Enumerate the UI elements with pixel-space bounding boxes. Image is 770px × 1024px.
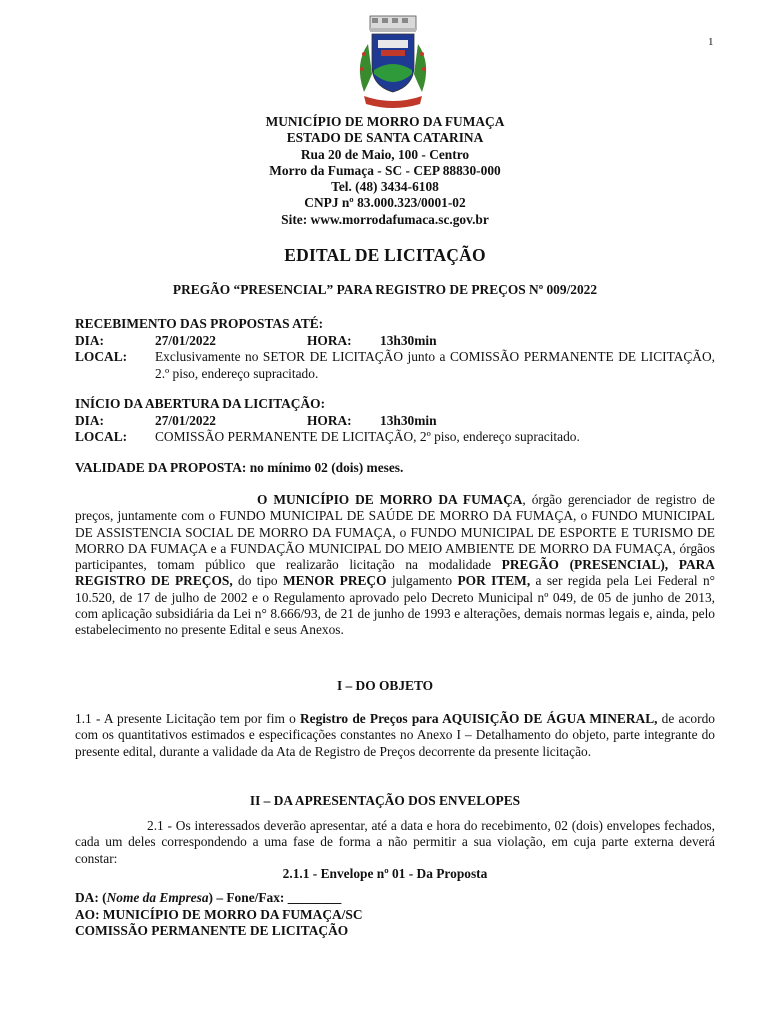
header-line: Morro da Fumaça - SC - CEP 88830-000 <box>269 162 501 178</box>
document-subtitle: PREGÃO “PRESENCIAL” PARA REGISTRO DE PREÇOS Nº 009/2022 <box>172 282 598 297</box>
intro-municipio: O MUNICÍPIO DE MORRO DA FUMAÇA <box>257 492 523 507</box>
intro-paragraph <box>75 492 715 639</box>
hora-value: 13h30min <box>380 332 437 348</box>
envelope-heading: 2.1.1 - Envelope nº 01 - Da Proposta <box>282 866 488 881</box>
recebimento-heading: RECEBIMENTO DAS PROPOSTAS ATÉ: <box>75 316 324 331</box>
section-1-heading: I – DO OBJETO <box>336 678 434 693</box>
section-2-heading: II – DA APRESENTAÇÃO DOS ENVELOPES <box>249 793 521 808</box>
intro-text: do tipo <box>232 573 283 589</box>
local-value: COMISSÃO PERMANENTE DE LICITAÇÃO, 2º piso, endereço supracitado. <box>155 429 580 444</box>
intro-text: a ser regida pela Lei Federal n° 10.520, de 17 de julho de 2002 e o Regulamento aprovado pelo Decreto Municipal nº 049, de 05 de junho de 2013, com aplicação subsidiária da Lei n° 8.666/93, de 21 de junho de 1993 e alterações, demais normas legais e, ainda, pelo estabelecimento no presente Edital e seus Anexos. <box>75 573 716 638</box>
intro-text: julgamento <box>386 573 458 589</box>
header-line: Site: www.morrodafumaca.sc.gov.br <box>281 211 489 227</box>
intro-text: , órgão gerenciador de registro de preços, juntamente com o FUNDO MUNICIPAL DE SAÚDE DE MORRO DA FUMAÇA, o FUNDO MUNICIPAL DE ASSISTENCIA SOCIAL DE MORRO DA FUMAÇA, o FUNDO MUNICIPAL DE ESPORTE E TURISMO DE MORRO DA FUMAÇA e a FUNDAÇÃO MUNICIPAL DO MEIO AMBIENTE DE MORRO DA FUMAÇA, órgãos participantes, tomam público que realizarão licitação na modalidade <box>75 492 715 573</box>
intro-julgamento: POR ITEM, <box>457 573 531 589</box>
document-title: EDITAL DE LICITAÇÃO <box>284 245 486 265</box>
intro-modalidade: PREGÃO (PRESENCIAL), PARA REGISTRO DE PREÇOS, <box>75 557 715 589</box>
intro-tipo: MENOR PREÇO <box>282 573 387 589</box>
header-line: Tel. (48) 3434-6108 <box>331 179 439 195</box>
dia-label: DIA: <box>75 412 105 428</box>
hora-value: 13h30min <box>380 412 437 428</box>
recebimento-local-row <box>75 349 715 382</box>
hora-label: HORA: <box>307 412 352 428</box>
header-line: ESTADO DE SANTA CATARINA <box>286 130 484 146</box>
abertura-block <box>75 396 715 446</box>
header-line: CNPJ nº 83.000.323/0001-02 <box>304 195 466 211</box>
company-name-placeholder: Nome da Empresa <box>106 890 209 905</box>
local-value: Exclusivamente no SETOR DE LICITAÇÃO junto a COMISSÃO PERMANENTE DE LICITAÇÃO, 2.º piso, endereço supracitado. <box>155 349 715 381</box>
local-label: LOCAL: <box>75 349 128 364</box>
envelope-ao-line: AO: MUNICÍPIO DE MORRO DA FUMAÇA/SC <box>75 906 363 922</box>
dia-value: 27/01/2022 <box>155 332 217 348</box>
page-number: 1 <box>708 36 714 48</box>
abertura-dia-row <box>75 413 715 430</box>
header-line: MUNICÍPIO DE MORRO DA FUMAÇA <box>265 114 505 129</box>
hora-label: HORA: <box>307 332 352 348</box>
section-2-paragraph: 2.1 - Os interessados deverão apresentar, até a data e hora do recebimento, 02 (dois) envelopes fechados, cada um deles correspondendo a uma fase de forma a não permitir a sua violação, em cuja parte externa deverá constar: <box>75 818 715 866</box>
header-block <box>0 114 770 228</box>
dia-value: 27/01/2022 <box>155 412 217 428</box>
section-1-text: 1.1 - A presente Licitação tem por fim o <box>75 711 300 726</box>
envelope-da-line <box>75 890 715 907</box>
dia-label: DIA: <box>75 332 105 348</box>
envelope-comissao-line: COMISSÃO PERMANENTE DE LICITAÇÃO <box>75 923 349 938</box>
validade-line <box>75 460 715 477</box>
validade-text: : no mínimo 02 (dois) meses. <box>241 460 404 475</box>
abertura-heading: INÍCIO DA ABERTURA DA LICITAÇÃO: <box>75 396 326 411</box>
section-1-paragraph <box>75 711 715 760</box>
section-1-objeto: Registro de Preços para AQUISIÇÃO DE ÁGUA MINERAL, <box>300 711 658 726</box>
section-1-text: de acordo com os quantitativos estimados e especificações constantes no Anexo I – Detalhamento do objeto, parte integrante do presente edital, durante a validade da Ata de Registro de Preços decorrente da presente licitação. <box>75 711 715 759</box>
abertura-local-row <box>75 429 715 446</box>
header-line: Rua 20 de Maio, 100 - Centro <box>300 146 470 162</box>
da-suffix: ) – Fone/Fax: ________ <box>208 890 342 905</box>
recebimento-dia-row <box>75 333 715 350</box>
da-prefix: DA: ( <box>75 890 107 905</box>
municipal-coat-of-arms <box>346 14 438 114</box>
local-label: LOCAL: <box>75 429 128 444</box>
validade-label: VALIDADE DA PROPOSTA <box>75 460 242 475</box>
recebimento-block <box>75 316 715 382</box>
envelope-address <box>75 890 715 940</box>
